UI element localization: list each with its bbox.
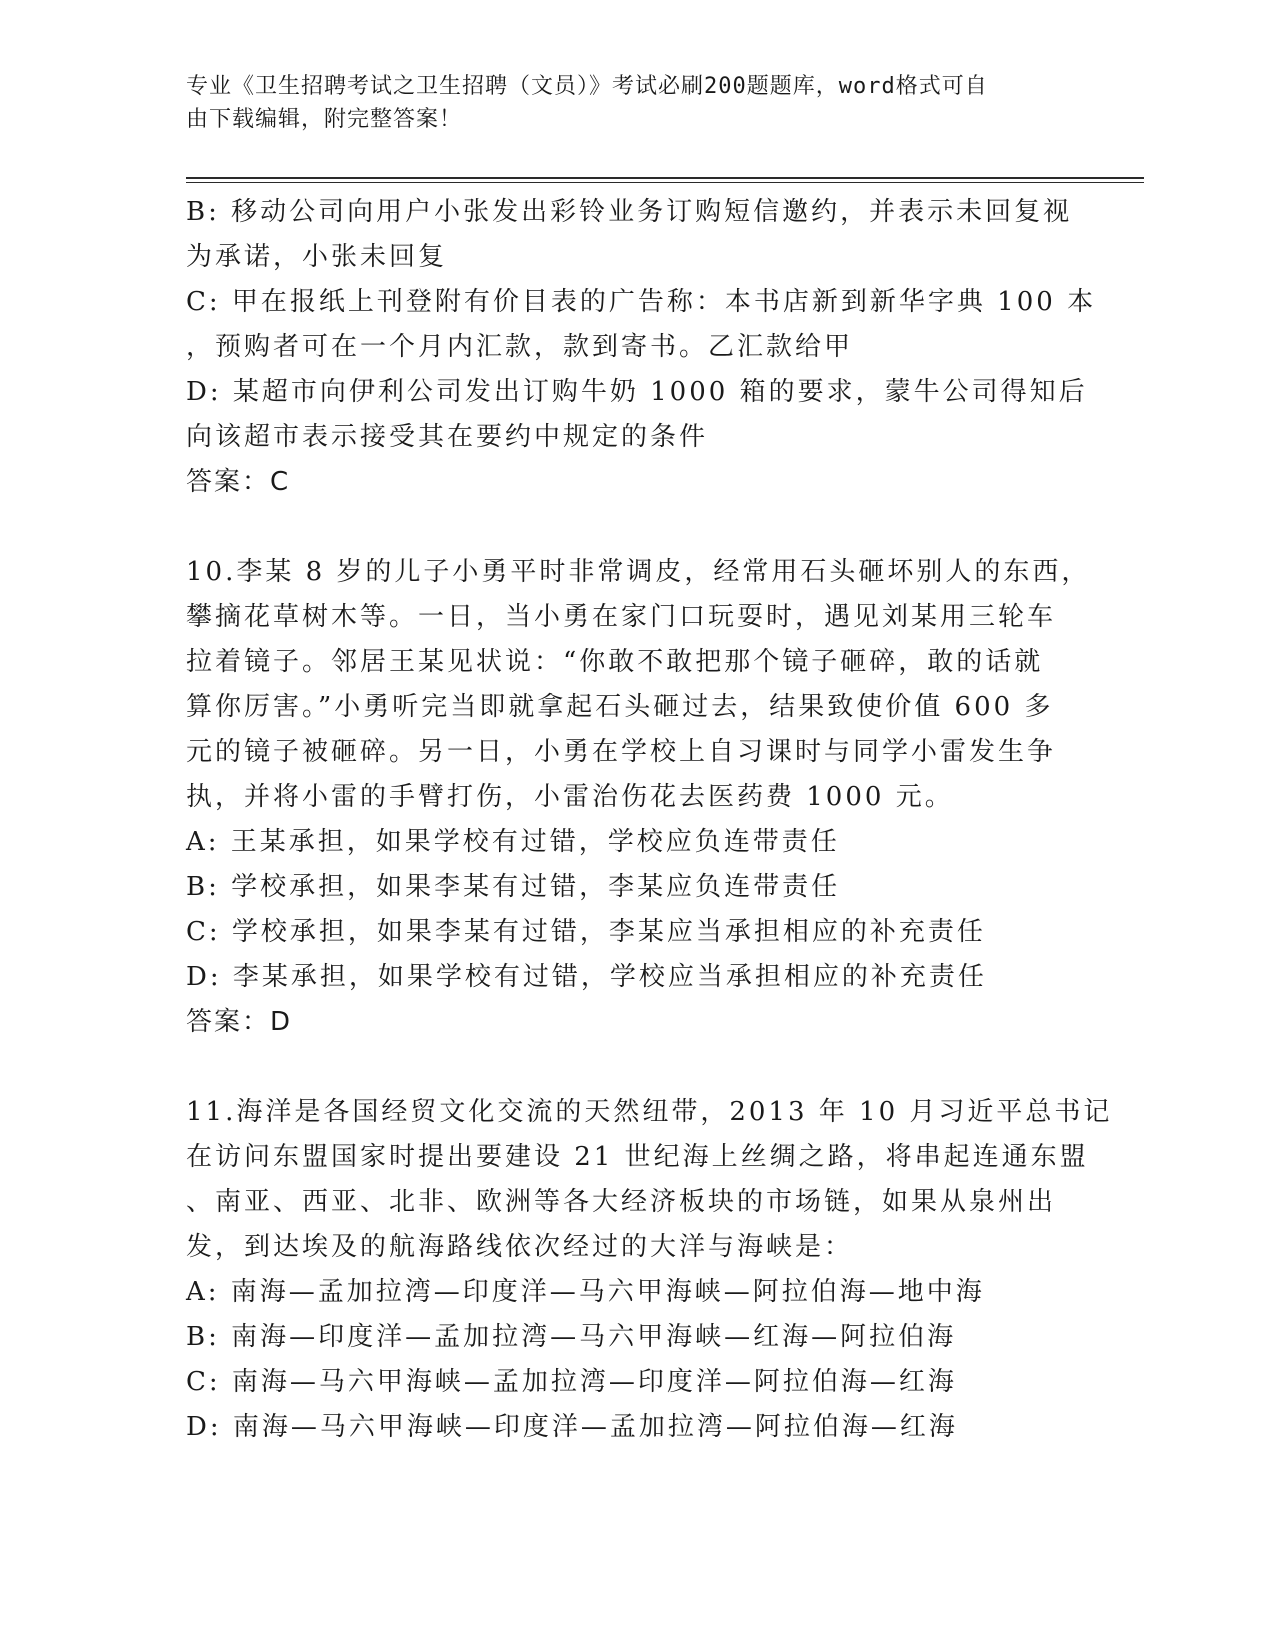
option-c: C: 甲在报纸上刊登附有价目表的广告称：本书店新到新华字典 100 本 — [186, 287, 1097, 317]
spacer — [186, 1045, 1066, 1090]
option-c-cont: ，预购者可在一个月内汇款，款到寄书。乙汇款给甲 — [186, 332, 854, 362]
option-a: A: 王某承担，如果学校有过错，学校应负连带责任 — [186, 827, 840, 857]
question-stem: 10.李某 8 岁的儿子小勇平时非常调皮，经常用石头砸坏别人的东西， — [186, 557, 1091, 587]
option-c: C: 学校承担，如果李某有过错，李某应当承担相应的补充责任 — [186, 917, 986, 947]
question-stem: 执，并将小雷的手臂打伤，小雷治伤花去医药费 1000 元。 — [186, 782, 954, 812]
question-stem: 、南亚、西亚、北非、欧洲等各大经济板块的市场链，如果从泉州出 — [186, 1187, 1057, 1217]
option-b: B: 学校承担，如果李某有过错，李某应负连带责任 — [186, 872, 841, 902]
question-10 — [186, 550, 1091, 1045]
header-line: 由下载编辑，附完整答案！ — [186, 107, 463, 132]
question-stem: 算你厉害。”小勇听完当即就拿起石头砸过去，结果致使价值 600 多 — [186, 692, 1054, 722]
option-d-cont: 向该超市表示接受其在要约中规定的条件 — [186, 422, 709, 452]
header-divider — [186, 177, 1144, 179]
header-line: 专业《卫生招聘考试之卫生招聘（文员）》考试必刷200题题库，word格式可自 — [186, 74, 988, 99]
document-body — [186, 190, 1113, 1450]
question-stem: 在访问东盟国家时提出要建设 21 世纪海上丝绸之路，将串起连通东盟 — [186, 1142, 1089, 1172]
page-header — [186, 70, 1066, 136]
question-stem: 攀摘花草树木等。一日，当小勇在家门口玩耍时，遇见刘某用三轮车 — [186, 602, 1057, 632]
option-d: D: 某超市向伊利公司发出订购牛奶 1000 箱的要求，蒙牛公司得知后 — [186, 377, 1088, 407]
question-stem: 发，到达埃及的航海路线依次经过的大洋与海峡是： — [186, 1232, 854, 1262]
option-a: A: 南海—孟加拉湾—印度洋—马六甲海峡—阿拉伯海—地中海 — [186, 1277, 985, 1307]
question-stem: 11.海洋是各国经贸文化交流的天然纽带，2013 年 10 月习近平总书记 — [186, 1097, 1113, 1127]
header-divider-thin — [186, 182, 1144, 183]
question-9 — [186, 190, 1097, 505]
option-b: B: 移动公司向用户小张发出彩铃业务订购短信邀约，并表示未回复视 — [186, 197, 1073, 227]
answer-label: 答案：C — [186, 467, 291, 497]
option-c: C: 南海—马六甲海峡—孟加拉湾—印度洋—阿拉伯海—红海 — [186, 1367, 957, 1397]
option-b: B: 南海—印度洋—孟加拉湾—马六甲海峡—红海—阿拉伯海 — [186, 1322, 957, 1352]
option-d: D: 李某承担，如果学校有过错，学校应当承担相应的补充责任 — [186, 962, 987, 992]
question-11 — [186, 1090, 1113, 1450]
answer-label: 答案：D — [186, 1007, 293, 1037]
question-stem: 元的镜子被砸碎。另一日，小勇在学校上自习课时与同学小雷发生争 — [186, 737, 1057, 767]
option-d: D: 南海—马六甲海峡—印度洋—孟加拉湾—阿拉伯海—红海 — [186, 1412, 958, 1442]
spacer — [186, 505, 1066, 550]
question-stem: 拉着镜子。邻居王某见状说：“你敢不敢把那个镜子砸碎，敢的话就 — [186, 647, 1044, 677]
option-b-cont: 为承诺，小张未回复 — [186, 242, 448, 272]
